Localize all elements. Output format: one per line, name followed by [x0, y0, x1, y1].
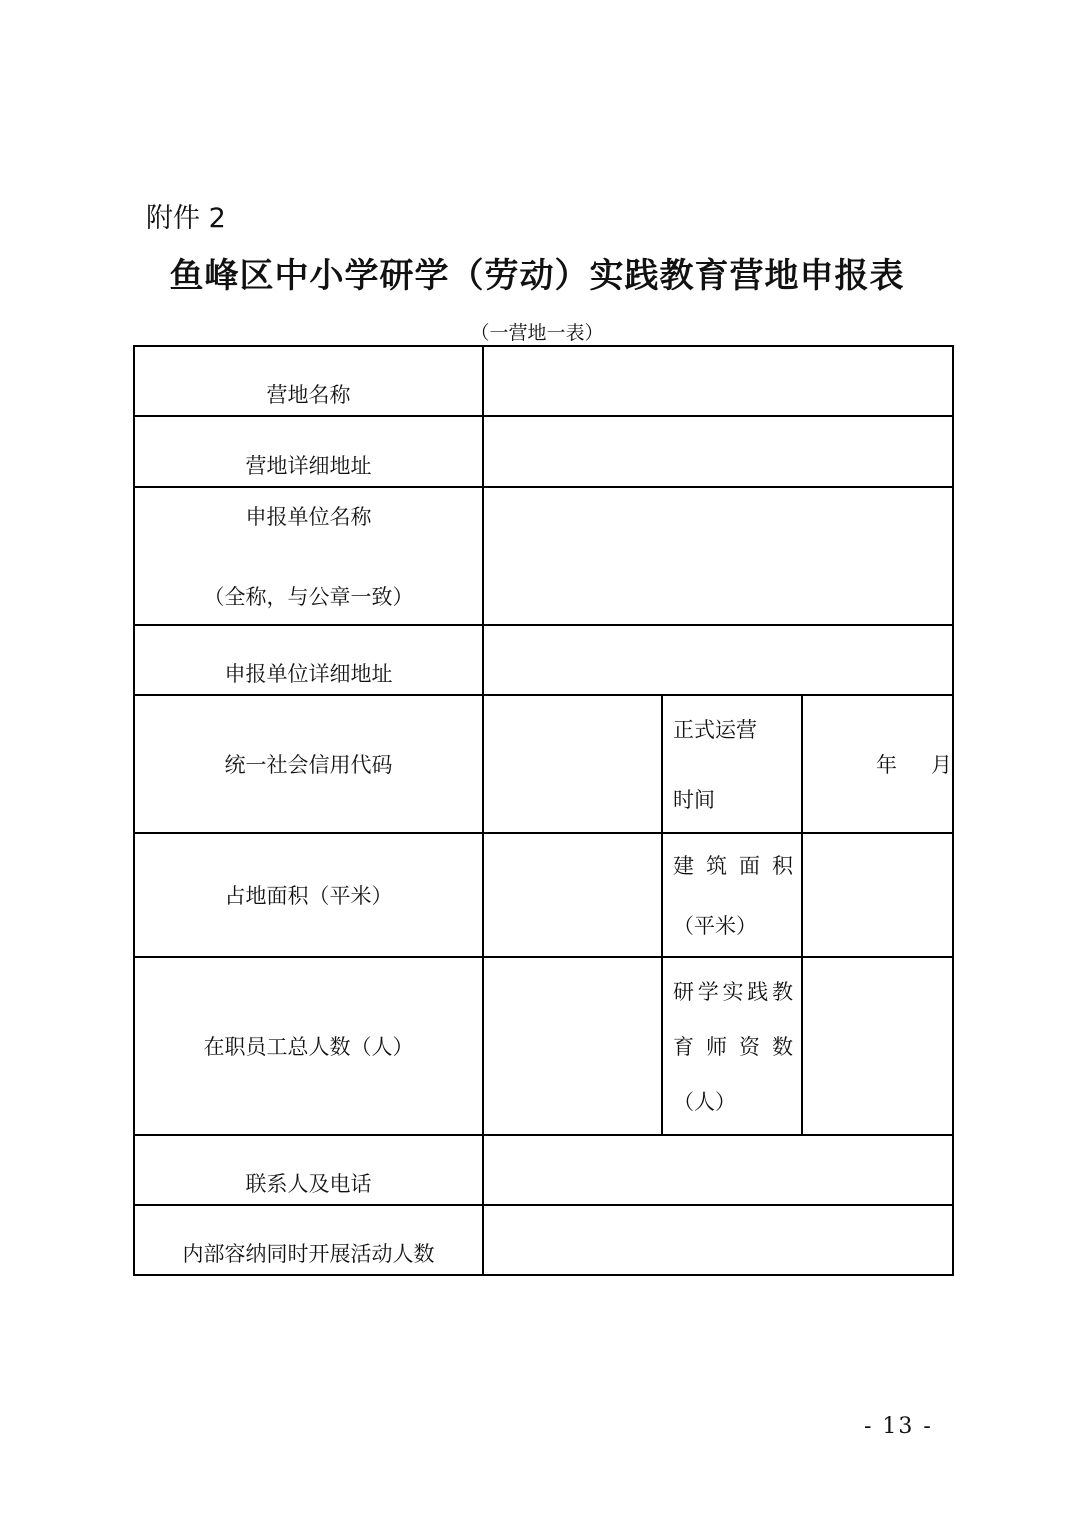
contact-label: 联系人及电话 [134, 1135, 483, 1205]
operation-time-label-line1: 正式运营 [673, 718, 757, 742]
operation-time-field[interactable] [802, 695, 953, 833]
row-applicant-name [134, 487, 953, 625]
camp-address-field[interactable] [483, 416, 953, 487]
form-title: 鱼峰区中小学研学（劳动）实践教育营地申报表 [169, 256, 905, 296]
operation-time-label-cell [662, 695, 802, 833]
row-applicant-address [134, 625, 953, 695]
row-contact [134, 1135, 953, 1205]
staff-total-label: 在职员工总人数（人） [134, 957, 483, 1135]
applicant-name-label: 申报单位名称 [245, 505, 372, 529]
teacher-count-label-line1: 研学实践教 [673, 980, 793, 1004]
building-area-label-cell [662, 833, 802, 957]
teacher-count-label-cell [662, 957, 802, 1135]
applicant-name-note: （全称，与公章一致） [203, 585, 414, 609]
camp-name-field[interactable] [483, 346, 953, 416]
row-camp-name [134, 346, 953, 416]
teacher-count-label-line3: （人） [673, 1090, 736, 1114]
applicant-name-field[interactable] [483, 487, 953, 625]
row-staff [134, 957, 953, 1135]
operation-time-label-line2: 时间 [673, 788, 715, 812]
building-area-field[interactable] [802, 833, 953, 957]
teacher-count-label-line2: 育师资数 [673, 1035, 793, 1059]
row-credit-code [134, 695, 953, 833]
page-number: - 13 - [864, 1414, 933, 1439]
form-subtitle: （一营地一表） [470, 322, 604, 344]
capacity-field[interactable] [483, 1205, 953, 1275]
year-label: 年 [876, 753, 898, 777]
applicant-address-field[interactable] [483, 625, 953, 695]
building-area-label-line2: （平米） [673, 914, 757, 938]
applicant-name-label-cell [134, 487, 483, 625]
attachment-label: 附件 2 [146, 203, 226, 234]
staff-total-field[interactable] [483, 957, 662, 1135]
camp-address-label: 营地详细地址 [134, 416, 483, 487]
credit-code-label: 统一社会信用代码 [134, 695, 483, 833]
row-area [134, 833, 953, 957]
row-camp-address [134, 416, 953, 487]
applicant-address-label: 申报单位详细地址 [134, 625, 483, 695]
contact-field[interactable] [483, 1135, 953, 1205]
month-label: 月 [931, 753, 953, 777]
camp-name-label: 营地名称 [134, 346, 483, 416]
building-area-label-line1: 建筑面积 [673, 854, 793, 878]
credit-code-field[interactable] [483, 695, 662, 833]
land-area-label: 占地面积（平米） [134, 833, 483, 957]
teacher-count-field[interactable] [802, 957, 953, 1135]
row-capacity [134, 1205, 953, 1275]
land-area-field[interactable] [483, 833, 662, 957]
capacity-label: 内部容纳同时开展活动人数 [134, 1205, 483, 1275]
application-form-table [133, 345, 954, 1276]
